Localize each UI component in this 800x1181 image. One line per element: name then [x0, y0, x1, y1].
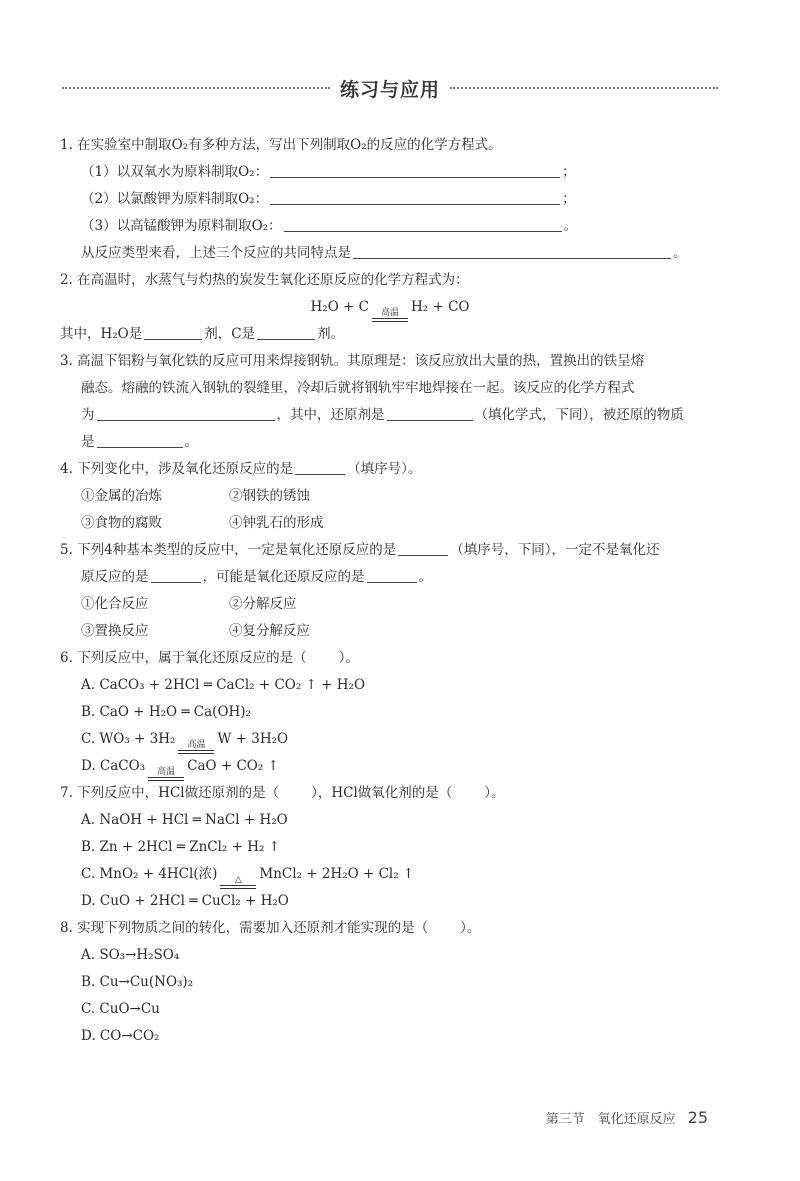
answer-blank[interactable]: [295, 458, 345, 475]
answer-blank[interactable]: [257, 323, 315, 340]
answer-blank[interactable]: [151, 566, 201, 583]
q1-stem: 1. 在实验室中制取O₂有多种方法，写出下列制取O₂的反应的化学方程式。: [60, 137, 502, 153]
q1-part-3: （3）以高锰酸钾为原料制取O₂： 。: [60, 213, 720, 240]
q6-option-c: C. WO₃ + 3H₂ 高温 W + 3H₂O: [60, 726, 720, 753]
q8-option-d: D. CO→CO₂: [81, 1028, 160, 1044]
q2-stem: 2. 在高温时，水蒸气与灼热的炭发生氧化还原反应的化学方程式为：: [60, 272, 469, 288]
reaction-condition: 高温: [372, 308, 408, 322]
q2-equation: H₂O + C 高温 H₂ + CO: [60, 294, 720, 321]
answer-blank[interactable]: [144, 323, 202, 340]
q3-line-1: 3. 高温下铝粉与氧化铁的反应可用来焊接钢轨。其原理是：该反应放出大量的热，置换出的铁呈熔: [60, 353, 645, 369]
reaction-condition: △: [220, 875, 256, 889]
answer-blank[interactable]: [270, 161, 560, 178]
q5-line-1: 5. 下列4种基本类型的反应中，一定是氧化还原反应的是 （填序号，下同），一定不是氧化还: [60, 537, 720, 564]
answer-blank[interactable]: [387, 404, 473, 421]
answer-blank[interactable]: [97, 431, 183, 448]
q8-stem: 8. 实现下列物质之间的转化，需要加入还原剂才能实现的是（ ）。: [60, 920, 481, 936]
answer-blank[interactable]: [353, 242, 671, 259]
q7-option-d: D. CuO + 2HCl ═ CuCl₂ + H₂O: [81, 893, 289, 909]
q4-stem: 4. 下列变化中，涉及氧化还原反应的是 （填序号）。: [60, 456, 720, 483]
q8-option-c: C. CuO→Cu: [81, 1001, 160, 1017]
q6-stem: 6. 下列反应中，属于氧化还原反应的是（ ）。: [60, 650, 359, 666]
q6-option-d: D. CaCO₃ 高温 CaO + CO₂ ↑: [60, 753, 720, 780]
q5-options-row-2: ③置换反应 ④复分解反应: [81, 623, 310, 639]
q7-option-a: A. NaOH + HCl ═ NaCl + H₂O: [81, 812, 288, 828]
answer-blank[interactable]: [284, 215, 562, 232]
q8-option-b: B. Cu→Cu(NO₃)₂: [81, 974, 194, 990]
q4-options-row-2: ③食物的腐败 ④钟乳石的形成: [81, 515, 324, 531]
answer-blank[interactable]: [398, 539, 448, 556]
page-footer: [546, 1108, 708, 1127]
q3-line-3: 为 ，其中，还原剂是 （填化学式，下同），被还原的物质: [60, 402, 720, 429]
q6-option-b: B. CaO + H₂O ═ Ca(OH)₂: [81, 704, 251, 720]
q3-line-2: 融态。熔融的铁流入钢轨的裂缝里，冷却后就将钢轨牢牢地焊接在一起。该反应的化学方程式: [81, 380, 635, 396]
q5-options-row-1: ①化合反应 ②分解反应: [81, 596, 297, 612]
q1-part-1: （1）以双氧水为原料制取O₂： ；: [60, 159, 720, 186]
reaction-condition: 高温: [148, 767, 184, 781]
section-title: 练习与应用: [340, 78, 441, 101]
q7-option-b: B. Zn + 2HCl ═ ZnCl₂ + H₂ ↑: [81, 839, 281, 855]
page-number: 25: [687, 1108, 708, 1127]
answer-blank[interactable]: [270, 188, 560, 205]
q7-option-c: C. MnO₂ + 4HCl(浓) △ MnCl₂ + 2H₂O + Cl₂ ↑: [60, 861, 720, 888]
q1-part-2: （2）以氯酸钾为原料制取O₂： ；: [60, 186, 720, 213]
q2-tail: 其中，H₂O是 剂，C是 剂。: [60, 321, 720, 348]
q7-stem: 7. 下列反应中，HCl做还原剂的是（ ），HCl做氧化剂的是（ ）。: [60, 785, 505, 801]
answer-blank[interactable]: [97, 404, 275, 421]
dotted-rule-right: [450, 87, 718, 89]
exercise-list: [60, 132, 720, 1050]
section-header: [62, 76, 718, 100]
q6-option-a: A. CaCO₃ + 2HCl ═ CaCl₂ + CO₂ ↑ + H₂O: [81, 677, 366, 693]
q5-line-2: 原反应的是 ，可能是氧化还原反应的是 。: [60, 564, 720, 591]
q1-tail: 从反应类型来看，上述三个反应的共同特点是 。: [60, 240, 720, 267]
q3-line-4: 是 。: [60, 429, 720, 456]
answer-blank[interactable]: [367, 566, 417, 583]
q4-options-row-1: ①金属的冶炼 ②钢铁的锈蚀: [81, 488, 310, 504]
dotted-rule-left: [62, 87, 330, 89]
reaction-condition: 高温: [178, 740, 214, 754]
footer-section-label: 第三节 氧化还原反应: [545, 1112, 676, 1127]
q8-option-a: A. SO₃→H₂SO₄: [81, 947, 180, 963]
